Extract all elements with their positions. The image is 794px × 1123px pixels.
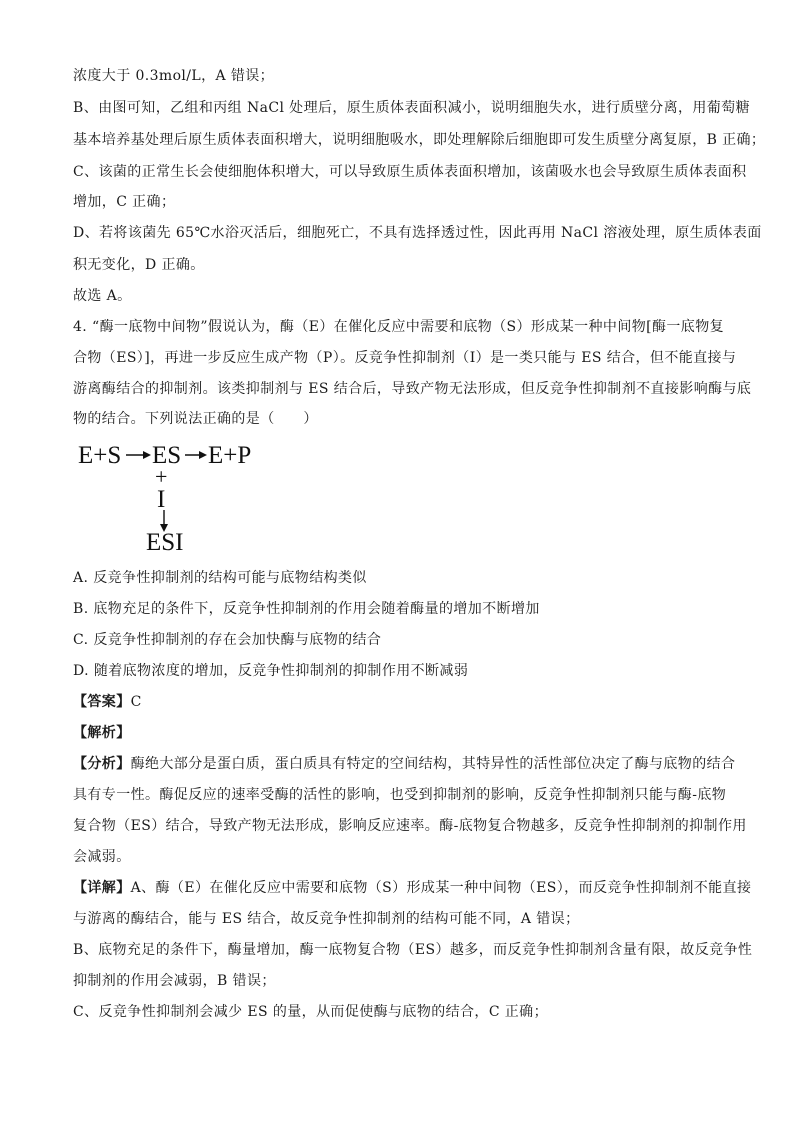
fenxi-line: 会减弱。 bbox=[73, 849, 131, 865]
text-line: 浓度大于 0.3mol/L，A 错误； bbox=[73, 68, 275, 84]
text-line: 基本培养基处理后原生质体表面积增大，说明细胞吸水，即处理解除后细胞即可发生质壁分离复原，B 正确； bbox=[73, 132, 766, 148]
fenxi-line: 具有专一性。酶促反应的速率受酶的活性的影响，也受到抑制剂的影响，反竞争性抑制剂只能与酶-底物 bbox=[73, 787, 727, 803]
text-line: D、若将该菌先 65℃水浴灭活后，细胞死亡，不具有选择透过性，因此再用 NaCl 溶液处理，原生质体表面 bbox=[73, 225, 762, 241]
question-stem: 合物（ES）]，再进一步反应生成产物（P）。反竞争性抑制剂（Ⅰ）是一类只能与 ES 结合，但不能直接与 bbox=[73, 350, 737, 366]
diagram-es: ES bbox=[152, 442, 182, 469]
fenxi-text: 酶绝大部分是蛋白质，蛋白质具有特定的空间结构，其特异性的活性部位决定了酶与底物的结合 bbox=[130, 756, 736, 772]
question-stem: 物的结合。下列说法正确的是（ ） bbox=[73, 411, 318, 427]
xiangjie-line: B、底物充足的条件下，酶量增加，酶一底物复合物（ES）越多，而反竞争性抑制剂含量有限，故反竞争性 bbox=[73, 942, 753, 958]
option-b: B. 底物充足的条件下，反竞争性抑制剂的作用会随着酶量的增加不断增加 bbox=[73, 601, 540, 617]
xiangjie-line: C、反竞争性抑制剂会减少 ES 的量，从而促使酶与底物的结合，C 正确； bbox=[73, 1004, 548, 1020]
xiangjie-tag: 【详解】 bbox=[73, 880, 131, 896]
diagram-inhibitor: I bbox=[157, 486, 166, 513]
question-stem: 4. “酶一底物中间物”假说认为，酶（E）在催化反应中需要和底物（S）形成某一种中间物[酶一底物复 bbox=[73, 319, 724, 335]
text-line: 积无变化，D 正确。 bbox=[73, 257, 205, 273]
answer-tag: 【答案】 bbox=[73, 694, 131, 710]
jiexi-tag: 【解析】 bbox=[73, 725, 131, 741]
question-stem: 游离酶结合的抑制剂。该类抑制剂与 ES 结合后，导致产物无法形成，但反竞争性抑制剂不直接影响酶与底 bbox=[73, 381, 752, 397]
diagram-plus: + bbox=[155, 464, 168, 489]
text-line: C、该菌的正常生长会使细胞体积增大，可以导致原生质体表面积增加，该菌吸水也会导致原生质体表面积 bbox=[73, 164, 747, 180]
text-line: 故选 A。 bbox=[73, 288, 132, 304]
answer-line bbox=[73, 692, 142, 712]
option-a: A. 反竞争性抑制剂的结构可能与底物结构类似 bbox=[73, 570, 367, 586]
xiangjie-line: 抑制剂的作用会减弱，B 错误； bbox=[73, 973, 276, 989]
text-line: 增加，C 正确； bbox=[73, 194, 176, 210]
reaction-diagram bbox=[78, 438, 278, 560]
diagram-esi: ESI bbox=[146, 529, 184, 556]
reaction-arrowhead bbox=[199, 451, 207, 459]
fenxi-line: 复合物（ES）结合，导致产物无法形成，影响反应速率。酶-底物复合物越多，反竞争性抑制剂的抑制作用 bbox=[73, 818, 747, 834]
xiangjie-line bbox=[73, 878, 751, 898]
fenxi-tag: 【分析】 bbox=[73, 756, 131, 772]
diagram-e-plus-s: E+S bbox=[78, 442, 122, 469]
diagram-e-plus-p: E+P bbox=[208, 442, 252, 469]
option-c: C. 反竞争性抑制剂的存在会加快酶与底物的结合 bbox=[73, 632, 382, 648]
option-d: D. 随着底物浓度的增加，反竞争性抑制剂的抑制作用不断减弱 bbox=[73, 663, 469, 679]
xiangjie-line: 与游离的酶结合，能与 ES 结合，故反竞争性抑制剂的结构可能不同，A 错误； bbox=[73, 911, 580, 927]
text-line: B、由图可知，乙组和丙组 NaCl 处理后，原生质体表面积减小，说明细胞失水，进行质壁分离，用葡萄糖 bbox=[73, 100, 750, 116]
analysis-heading bbox=[73, 723, 131, 743]
fenxi-line bbox=[73, 754, 735, 774]
xiangjie-text: A、酶（E）在催化反应中需要和底物（S）形成某一种中间物（ES），而反竞争性抑制剂不能直接 bbox=[130, 880, 752, 896]
reaction-arrowhead bbox=[143, 451, 151, 459]
answer-value: C bbox=[130, 694, 142, 710]
